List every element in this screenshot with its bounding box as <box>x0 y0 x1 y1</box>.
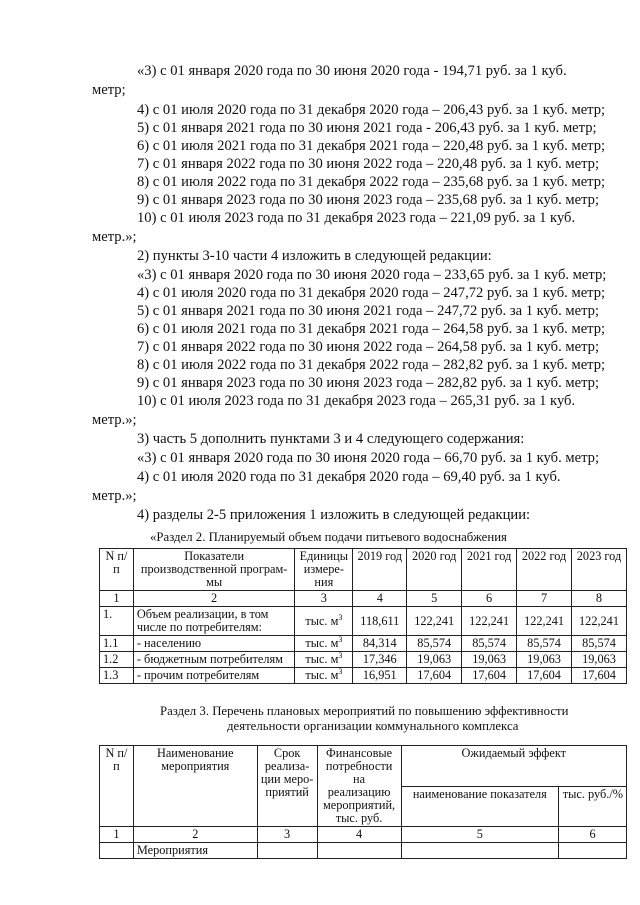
section3-caption-line1: Раздел 3. Перечень плановых мероприятий по повышению эффективности <box>160 704 569 718</box>
row-name: - бюджетным потребителям <box>133 652 294 668</box>
text-line: 4) с 01 июля 2020 года по 31 декабря 2020 года – 69,40 руб. за 1 куб. <box>137 469 561 485</box>
row-cell <box>317 843 401 859</box>
col-number: 3 <box>257 827 317 843</box>
text-line: 9) с 01 января 2023 года по 30 июня 2023 года – 235,68 руб. за 1 куб. метр; <box>137 192 600 208</box>
text-line: 6) с 01 июля 2021 года по 31 декабря 2021 года – 220,48 руб. за 1 куб. метр; <box>137 138 606 154</box>
section2-caption: «Раздел 2. Планируемый объем подачи питьевого водоснабжения <box>150 530 507 544</box>
col-number: 1 <box>100 591 134 607</box>
header-amount: тыс. руб./% <box>559 786 627 827</box>
text-line: 4) с 01 июля 2020 года по 31 декабря 2020 года – 206,43 руб. за 1 куб. метр; <box>137 102 606 118</box>
text-line: 10) с 01 июля 2023 года по 31 декабря 2023 года – 221,09 руб. за 1 куб. <box>137 210 576 226</box>
row-value: 19,063 <box>462 652 517 668</box>
text-line: «3) с 01 января 2020 года по 30 июня 2020 года – 66,70 руб. за 1 куб. метр; <box>137 450 600 466</box>
row-value: 122,241 <box>572 607 627 636</box>
header-2023: 2023 год <box>572 549 627 591</box>
text-line: 6) с 01 июля 2021 года по 31 декабря 2021 года – 264,58 руб. за 1 куб. метр; <box>137 321 606 337</box>
row-value: 17,604 <box>462 668 517 684</box>
row-cell <box>559 843 627 859</box>
row-name: Объем реализации, в том числе по потребителям: <box>133 607 294 636</box>
header-2021: 2021 год <box>462 549 517 591</box>
table-header-row <box>100 746 627 787</box>
text-line: 4) с 01 июля 2020 года по 31 декабря 2020 года – 247,72 руб. за 1 куб. метр; <box>137 285 606 301</box>
row-value: 19,063 <box>407 652 462 668</box>
header-effect: Ожидаемый эффект <box>401 746 626 787</box>
row-value: 17,604 <box>517 668 572 684</box>
row-unit: тыс. $м^3$ <box>295 607 353 636</box>
header-2020: 2020 год <box>407 549 462 591</box>
row-value: 17,346 <box>353 652 407 668</box>
text-line: 2) пункты 3-10 части 4 изложить в следующей редакции: <box>137 248 492 264</box>
row-num: 1.3 <box>100 668 134 684</box>
col-number: 3 <box>295 591 353 607</box>
header-name: Наименование мероприятия <box>133 746 257 827</box>
text-line: 5) с 01 января 2021 года по 30 июня 2021 года - 206,43 руб. за 1 куб. метр; <box>137 120 597 136</box>
col-number: 6 <box>462 591 517 607</box>
row-num: 1. <box>100 607 134 636</box>
row-unit: тыс. $м^3$ <box>295 652 353 668</box>
text-line: 3) часть 5 дополнить пунктами 3 и 4 следующего содержания: <box>137 431 525 447</box>
header-num: N п/п <box>100 746 134 827</box>
text-line: метр.»; <box>92 412 137 428</box>
row-value: 85,574 <box>572 636 627 652</box>
text-line: 7) с 01 января 2022 года по 30 июня 2022 года – 220,48 руб. за 1 куб. метр; <box>137 156 600 172</box>
col-number: 5 <box>401 827 559 843</box>
row-num <box>100 843 134 859</box>
text-line: «3) с 01 января 2020 года по 30 июня 2020 года – 233,65 руб. за 1 куб. метр; <box>137 267 607 283</box>
text-line: 8) с 01 июля 2022 года по 31 декабря 2022 года – 282,82 руб. за 1 куб. метр; <box>137 357 606 373</box>
text-line: метр.»; <box>92 229 137 245</box>
header-2022: 2022 год <box>517 549 572 591</box>
header-indicator: Показатели производственной програм-мы <box>133 549 294 591</box>
table-row <box>100 636 627 652</box>
col-number: 2 <box>133 591 294 607</box>
header-finance: Финансовые потребности на реализацию мероприятий, тыс. руб. <box>317 746 401 827</box>
text-line: метр.»; <box>92 488 137 504</box>
row-value: 85,574 <box>407 636 462 652</box>
text-line: 7) с 01 января 2022 года по 30 июня 2022 года – 264,58 руб. за 1 куб. метр; <box>137 339 600 355</box>
header-indicator: наименование показателя <box>401 786 559 827</box>
text-line: «3) с 01 января 2020 года по 30 июня 2020 года - 194,71 руб. за 1 куб. <box>137 63 567 79</box>
col-number: 7 <box>517 591 572 607</box>
row-value: 122,241 <box>407 607 462 636</box>
row-value: 19,063 <box>517 652 572 668</box>
section3-caption-line2: деятельности организации коммунального комплекса <box>227 719 519 733</box>
row-name: - населению <box>133 636 294 652</box>
row-value: 118,611 <box>353 607 407 636</box>
column-number-row <box>100 591 627 607</box>
table-row <box>100 843 627 859</box>
row-unit: тыс. $м^3$ <box>295 668 353 684</box>
text-line: метр; <box>92 82 126 98</box>
row-num: 1.2 <box>100 652 134 668</box>
col-number: 2 <box>133 827 257 843</box>
text-line: 9) с 01 января 2023 года по 30 июня 2023 года – 282,82 руб. за 1 куб. метр; <box>137 375 600 391</box>
row-unit: тыс. $м^3$ <box>295 636 353 652</box>
col-number: 8 <box>572 591 627 607</box>
row-value: 85,574 <box>517 636 572 652</box>
header-num: N п/п <box>100 549 134 591</box>
table-row <box>100 607 627 636</box>
row-value: 85,574 <box>462 636 517 652</box>
col-number: 4 <box>317 827 401 843</box>
header-unit: Единицы измере-ния <box>295 549 353 591</box>
section3-table <box>99 745 627 859</box>
header-term: Срок реализа-ции меро-приятий <box>257 746 317 827</box>
row-value: 16,951 <box>353 668 407 684</box>
col-number: 6 <box>559 827 627 843</box>
text-line: 8) с 01 июля 2022 года по 31 декабря 2022 года – 235,68 руб. за 1 куб. метр; <box>137 174 606 190</box>
text-line: 5) с 01 января 2021 года по 30 июня 2021 года – 247,72 руб. за 1 куб. метр; <box>137 303 600 319</box>
row-value: 122,241 <box>517 607 572 636</box>
row-cell <box>401 843 559 859</box>
column-number-row <box>100 827 627 843</box>
row-num: 1.1 <box>100 636 134 652</box>
row-name: - прочим потребителям <box>133 668 294 684</box>
row-value: 17,604 <box>407 668 462 684</box>
text-line: 10) с 01 июля 2023 года по 31 декабря 2023 года – 265,31 руб. за 1 куб. <box>137 393 576 409</box>
col-number: 5 <box>407 591 462 607</box>
table-row <box>100 652 627 668</box>
row-value: 17,604 <box>572 668 627 684</box>
table-header-row <box>100 549 627 591</box>
row-value: 122,241 <box>462 607 517 636</box>
row-name: Мероприятия <box>133 843 257 859</box>
row-value: 19,063 <box>572 652 627 668</box>
table-row <box>100 668 627 684</box>
text-line: 4) разделы 2-5 приложения 1 изложить в следующей редакции: <box>137 507 531 523</box>
col-number: 4 <box>353 591 407 607</box>
row-cell <box>257 843 317 859</box>
col-number: 1 <box>100 827 134 843</box>
row-value: 84,314 <box>353 636 407 652</box>
section2-table <box>99 548 627 684</box>
header-2019: 2019 год <box>353 549 407 591</box>
